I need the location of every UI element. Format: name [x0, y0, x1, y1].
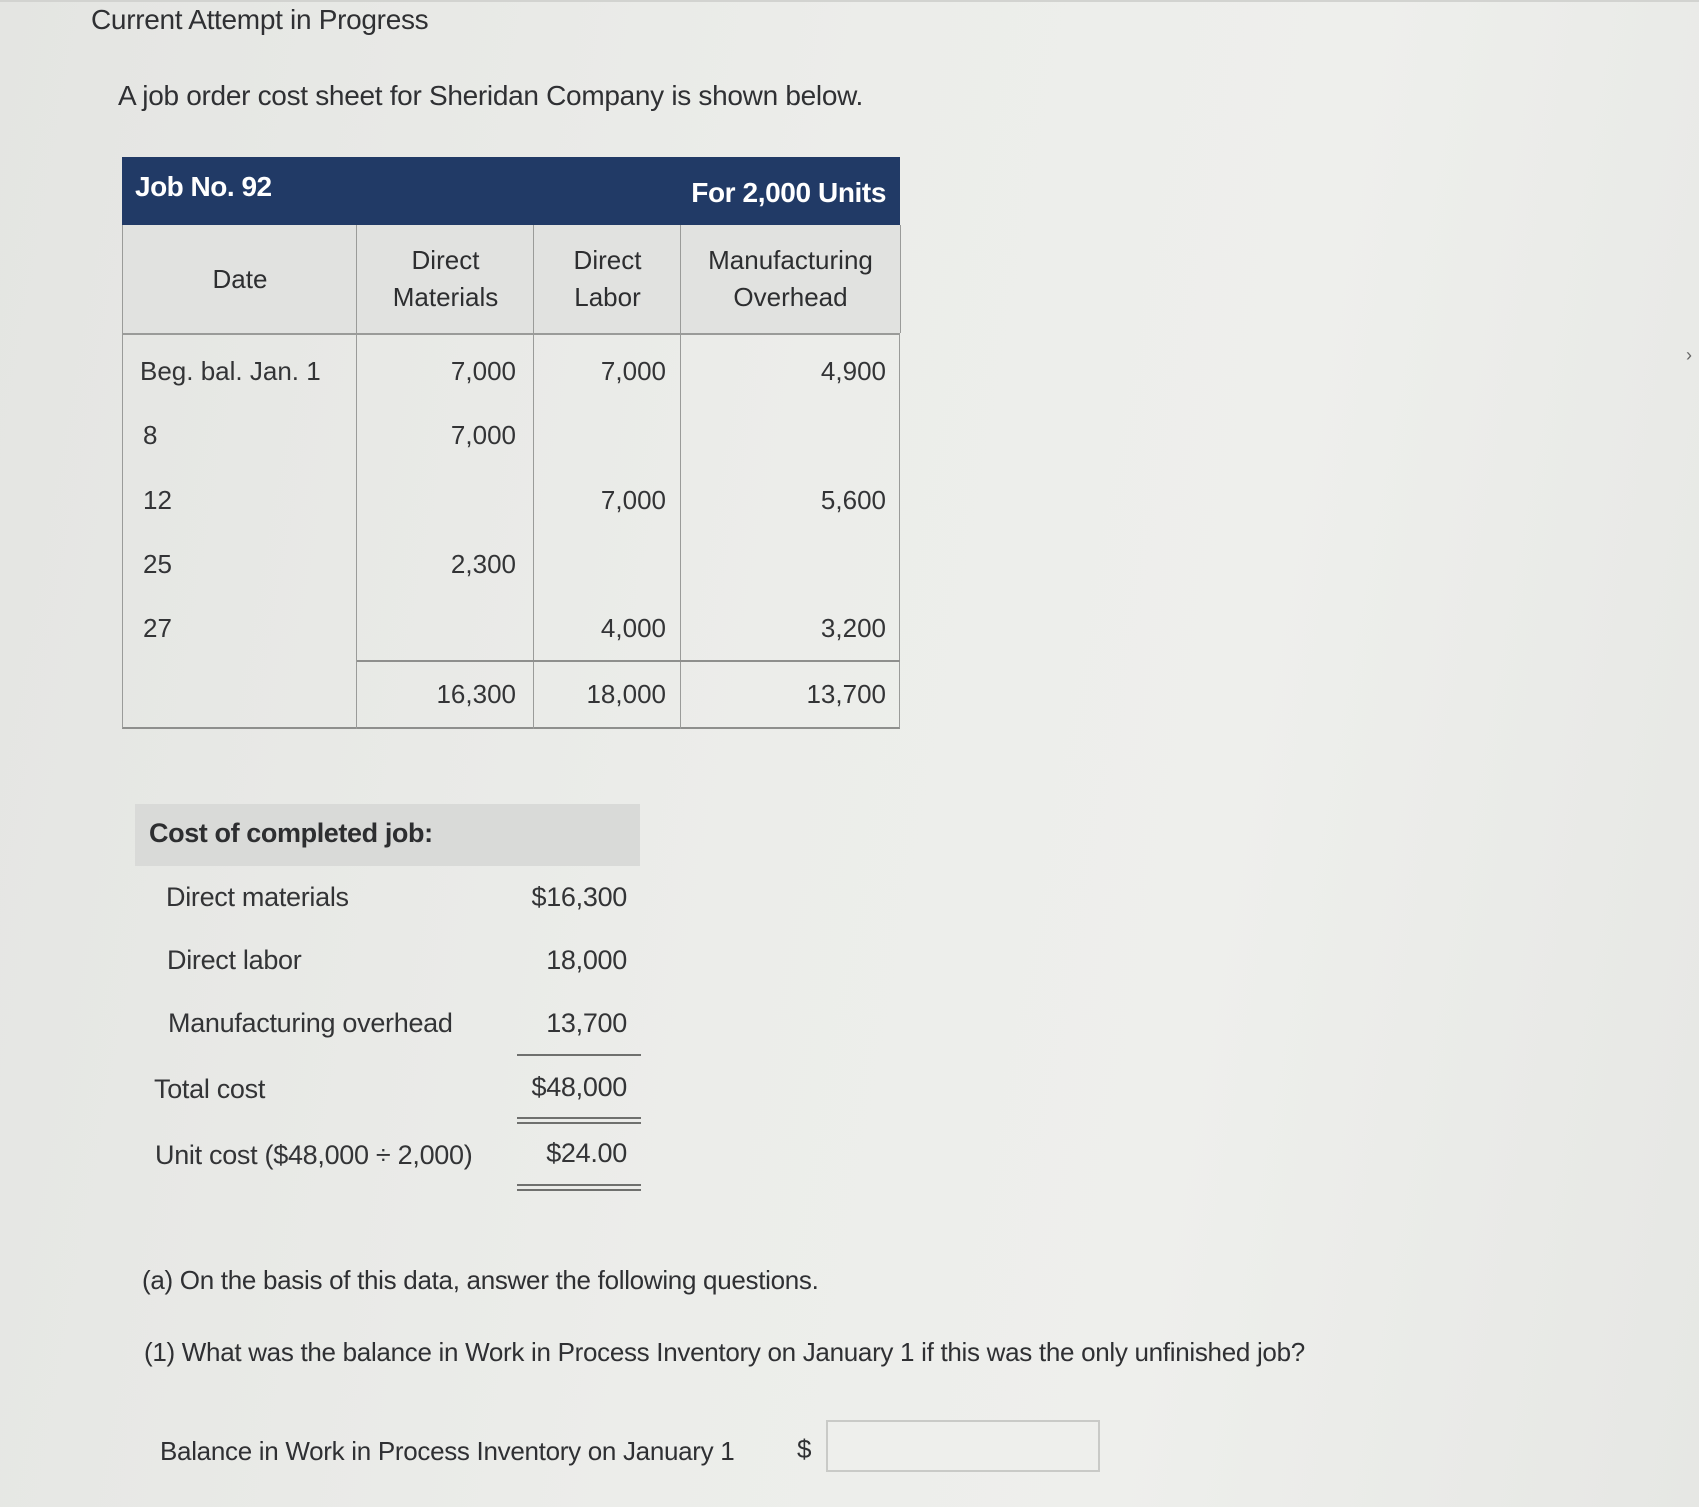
completed-overhead-value: 13,700	[546, 1008, 627, 1038]
row-manufacturing-overhead	[680, 403, 886, 467]
total-manufacturing-overhead: 13,700	[806, 679, 886, 709]
subtotal-underline	[517, 1054, 641, 1056]
row-date: 12	[143, 485, 172, 515]
row-manufacturing-overhead: 3,200	[820, 613, 886, 643]
total-underline	[517, 1122, 641, 1124]
job-number: Job No. 92	[135, 171, 272, 202]
column-header-manufacturing-overhead: Manufacturing Overhead	[680, 225, 901, 333]
currency-symbol: $	[797, 1434, 812, 1464]
completed-direct-materials-label: Direct materials	[166, 882, 349, 912]
total-underline	[517, 1117, 641, 1119]
totals-row	[122, 662, 900, 726]
question-part-a: (a) On the basis of this data, answer the following questions.	[142, 1265, 819, 1295]
completed-direct-labor-label: Direct labor	[167, 945, 302, 975]
table-row	[122, 339, 900, 403]
wip-balance-input[interactable]	[826, 1420, 1100, 1472]
intro-text: A job order cost sheet for Sheridan Company is shown below.	[118, 80, 863, 111]
row-manufacturing-overhead	[680, 532, 886, 596]
row-direct-materials: 2,300	[450, 549, 516, 579]
row-direct-labor: 7,000	[600, 356, 666, 386]
row-direct-materials	[356, 596, 516, 660]
unit-cost-underline	[517, 1184, 641, 1186]
answer-label: Balance in Work in Process Inventory on January 1	[160, 1436, 735, 1466]
total-cost-value: $48,000	[531, 1072, 627, 1102]
total-direct-materials: 16,300	[436, 679, 516, 709]
row-direct-materials: 7,000	[450, 420, 516, 450]
row-direct-labor: 7,000	[600, 485, 666, 515]
table-row	[122, 596, 900, 660]
column-header-direct-materials: Direct Materials	[356, 225, 534, 333]
row-date: Beg. bal. Jan. 1	[140, 356, 321, 386]
column-header-direct-labor: Direct Labor	[533, 225, 681, 333]
top-divider	[0, 0, 1699, 2]
table-row	[122, 468, 900, 532]
row-date: 8	[143, 420, 158, 450]
completed-overhead-label: Manufacturing overhead	[168, 1008, 453, 1038]
row-date: 27	[143, 613, 172, 643]
total-direct-labor: 18,000	[586, 679, 666, 709]
job-sheet-header	[122, 157, 900, 225]
total-cost-label: Total cost	[154, 1074, 266, 1104]
job-units: For 2,000 Units	[691, 177, 886, 208]
chevron-right-icon: ›	[1686, 345, 1692, 365]
column-header-date: Date	[122, 225, 357, 333]
unit-cost-value: $24.00	[546, 1138, 627, 1168]
row-direct-materials	[356, 468, 516, 532]
column-header-row	[122, 225, 900, 335]
completed-direct-labor-value: 18,000	[546, 945, 627, 975]
row-manufacturing-overhead: 5,600	[820, 485, 886, 515]
row-direct-materials: 7,000	[450, 356, 516, 386]
row-direct-labor	[533, 403, 666, 467]
completed-job-heading: Cost of completed job:	[135, 804, 640, 866]
row-manufacturing-overhead: 4,900	[820, 356, 886, 386]
row-date: 25	[143, 549, 172, 579]
completed-direct-materials-value: $16,300	[531, 882, 627, 912]
table-row	[122, 403, 900, 467]
attempt-title: Current Attempt in Progress	[91, 4, 429, 35]
row-direct-labor: 4,000	[600, 613, 666, 643]
question-part-1: (1) What was the balance in Work in Process Inventory on January 1 if this was the only unfinished job?	[144, 1337, 1305, 1367]
row-direct-labor	[533, 532, 666, 596]
unit-cost-label: Unit cost ($48,000 ÷ 2,000)	[155, 1140, 473, 1170]
unit-cost-underline	[517, 1189, 641, 1191]
table-row	[122, 532, 900, 596]
job-cost-sheet	[122, 157, 900, 729]
